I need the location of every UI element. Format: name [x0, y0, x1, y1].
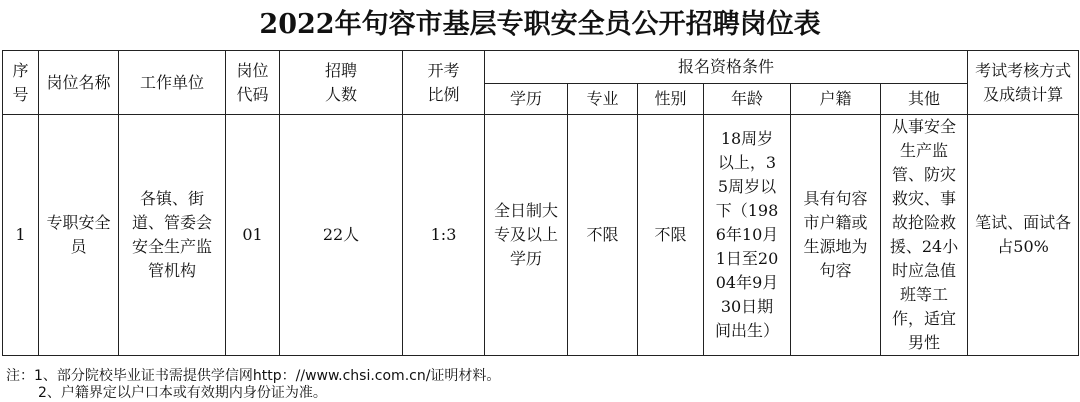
footnote-2: 2、户籍界定以户口本或有效期内身份证为准。	[38, 385, 327, 401]
page-title: 2022年句容市基层专职安全员公开招聘岗位表	[259, 9, 821, 40]
cell-seq: 1	[3, 115, 39, 356]
header-household: 户籍	[791, 84, 881, 115]
cell-assessment: 笔试、面试各占50%	[968, 115, 1079, 356]
header-education: 学历	[485, 84, 568, 115]
header-seq: 序号	[3, 51, 39, 115]
header-qualification-group: 报名资格条件	[485, 51, 968, 84]
header-exam-ratio: 开考比例	[403, 51, 485, 115]
cell-position-name: 专职安全员	[39, 115, 119, 356]
recruitment-table	[2, 50, 1079, 356]
cell-hire-count: 22人	[280, 115, 403, 356]
cell-employer: 各镇、街道、管委会安全生产监管机构	[119, 115, 226, 356]
cell-other: 从事安全生产监管、防灾救灾、事故抢险救援、24小时应急值班等工作，适宜男性	[881, 115, 968, 356]
header-gender: 性别	[638, 84, 704, 115]
header-position-name: 岗位名称	[39, 51, 119, 115]
header-hire-count: 招聘人数	[280, 51, 403, 115]
header-row-1	[3, 51, 1079, 84]
cell-major: 不限	[568, 115, 638, 356]
header-position-code: 岗位代码	[226, 51, 280, 115]
header-age: 年龄	[704, 84, 791, 115]
cell-exam-ratio: 1:3	[403, 115, 485, 356]
cell-age: 18周岁以上，35周岁以下（1986年10月1日至2004年9月30日期间出生）	[704, 115, 791, 356]
header-assessment: 考试考核方式及成绩计算	[968, 51, 1079, 115]
header-employer: 工作单位	[119, 51, 226, 115]
header-major: 专业	[568, 84, 638, 115]
cell-education: 全日制大专及以上学历	[485, 115, 568, 356]
header-other: 其他	[881, 84, 968, 115]
table-row	[3, 115, 1079, 356]
cell-position-code: 01	[226, 115, 280, 356]
cell-household: 具有句容市户籍或生源地为句容	[791, 115, 881, 356]
footnote-1: 注：1、部分院校毕业证书需提供学信网http：//www.chsi.com.cn/证明材料。	[6, 368, 501, 384]
cell-gender: 不限	[638, 115, 704, 356]
